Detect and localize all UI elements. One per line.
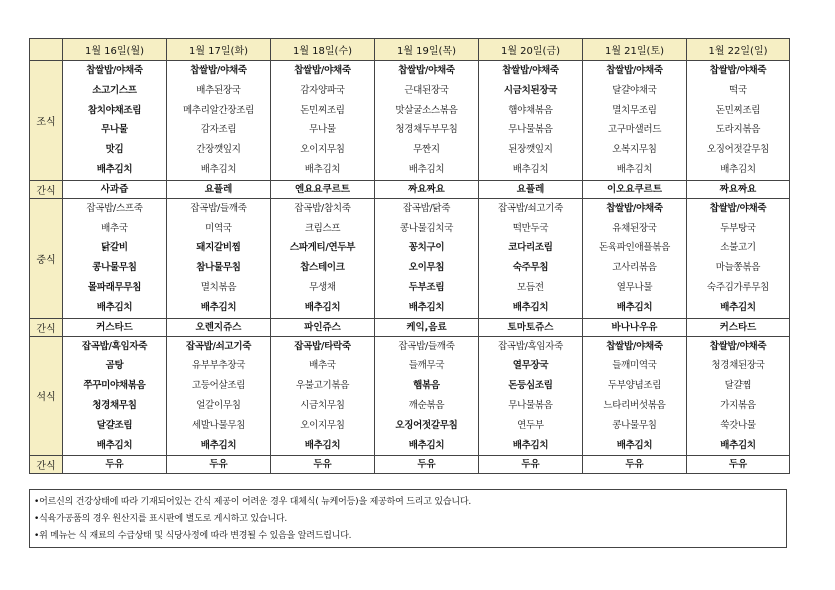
menu-item: 찹쌀밥/야채죽	[294, 65, 351, 76]
menu-item: 배추김치	[616, 163, 653, 175]
menu-item: 크림스프	[304, 222, 341, 234]
menu-item: 배추김치	[200, 301, 237, 313]
menu-item: 무나물	[309, 124, 336, 136]
menu-item: 멸치무조림	[612, 104, 657, 116]
snack-cell: 두유	[167, 456, 271, 474]
meal-label: 간식	[30, 318, 63, 336]
menu-item: 청경채두부무침	[395, 124, 458, 136]
menu-cell	[375, 61, 479, 181]
menu-item: 잡곡밥/스프죽	[86, 202, 143, 214]
snack-cell: 두유	[63, 456, 167, 474]
menu-item: 잡곡밥/들깨죽	[398, 340, 455, 352]
snack-row	[30, 318, 790, 336]
snack-cell: 커스타드	[63, 318, 167, 336]
menu-item: 찹쌀밥/야채죽	[709, 65, 767, 76]
menu-item: 배추김치	[720, 301, 756, 313]
menu-item: 잡곡밥/흑임자죽	[497, 340, 564, 352]
menu-cell	[479, 61, 583, 181]
menu-item: 마늘쫑볶음	[715, 262, 761, 274]
day-header: 1월 18일(수)	[271, 39, 375, 61]
menu-cell	[583, 198, 687, 318]
menu-item: 배추김치	[512, 163, 549, 175]
menu-cell	[167, 198, 271, 318]
menu-item: 고구마샐러드	[607, 124, 662, 136]
weekly-menu-table	[29, 38, 790, 474]
menu-item: 돈민찌조림	[300, 104, 345, 116]
menu-cell	[63, 336, 167, 456]
menu-cell	[687, 198, 790, 318]
menu-item: 오이무침	[408, 262, 445, 274]
menu-item: 숙주무침	[512, 262, 549, 274]
menu-item: 찹스테이크	[300, 262, 345, 274]
menu-item: 도라지볶음	[715, 124, 761, 136]
menu-item: 무나물	[101, 124, 128, 136]
snack-cell: 짜요짜요	[375, 180, 479, 198]
menu-item: 맛살굴소스볶음	[395, 104, 458, 116]
menu-item: 배추국	[309, 360, 336, 372]
snack-cell: 바나나우유	[583, 318, 687, 336]
menu-item: 떡국	[729, 84, 747, 96]
snack-cell: 커스타드	[687, 318, 790, 336]
menu-cell	[63, 61, 167, 181]
menu-item: 들깨미역국	[612, 360, 657, 372]
snack-cell: 두유	[687, 456, 790, 474]
menu-item: 콩나물무침	[612, 419, 657, 431]
menu-item: 돼지갈비찜	[196, 242, 241, 254]
menu-item: 잡곡밥/들깨죽	[190, 202, 247, 214]
menu-item: 깨순볶음	[408, 399, 445, 411]
menu-item: 모듬전	[517, 281, 544, 293]
meal-label: 조식	[30, 61, 63, 181]
menu-item: 배추김치	[96, 163, 133, 175]
menu-item: 배추김치	[200, 163, 237, 175]
menu-item: 오복지무침	[612, 144, 657, 156]
menu-item: 가지볶음	[720, 399, 756, 411]
menu-item: 찹쌀밥/야채죽	[709, 202, 767, 214]
menu-item: 배추된장국	[196, 84, 241, 96]
menu-item: 잡곡밥/닭죽	[402, 202, 451, 214]
menu-cell	[271, 61, 375, 181]
menu-item: 찹쌀밥/야채죽	[709, 340, 767, 352]
menu-cell	[63, 198, 167, 318]
menu-item: 배추김치	[304, 163, 341, 175]
menu-item: 맛김	[105, 144, 124, 156]
menu-item: 청경채무침	[92, 399, 137, 411]
menu-item: 잡곡밥/쇠고기죽	[185, 340, 252, 352]
menu-item: 미역국	[205, 222, 232, 234]
menu-item: 소고기스프	[92, 84, 137, 96]
menu-item: 참치야채조림	[87, 104, 142, 116]
menu-cell	[167, 61, 271, 181]
menu-item: 간장깻잎지	[196, 144, 241, 156]
menu-item: 쭈꾸미야채볶음	[83, 380, 146, 392]
menu-item: 배추김치	[512, 301, 549, 313]
menu-item: 오징어젓갈무침	[706, 144, 770, 156]
snack-cell: 요플레	[167, 180, 271, 198]
menu-item: 무나물볶음	[508, 124, 553, 136]
menu-item: 청경채된장국	[711, 360, 765, 372]
snack-cell: 엔요요쿠르트	[271, 180, 375, 198]
snack-row	[30, 180, 790, 198]
menu-item: 배추김치	[616, 439, 653, 451]
menu-item: 배추김치	[408, 439, 445, 451]
snack-cell: 오렌지쥬스	[167, 318, 271, 336]
menu-item: 코다리조림	[508, 242, 553, 254]
menu-item: 무나물볶음	[508, 399, 553, 411]
menu-item: 유채된장국	[612, 222, 657, 234]
menu-item: 잡곡밥/흑임자죽	[81, 340, 148, 352]
menu-cell	[687, 336, 790, 456]
menu-item: 오이지무침	[300, 419, 345, 431]
day-header: 1월 19일(목)	[375, 39, 479, 61]
menu-item: 무생채	[309, 281, 336, 293]
menu-item: 유부부추장국	[191, 360, 246, 372]
menu-item: 배추김치	[512, 439, 549, 451]
meal-label: 중식	[30, 198, 63, 318]
day-header: 1월 22일(일)	[687, 39, 790, 61]
menu-item: 햄야채볶음	[508, 104, 553, 116]
menu-item: 찹쌀밥/야채죽	[502, 65, 559, 76]
menu-cell	[271, 336, 375, 456]
menu-item: 소불고기	[720, 242, 756, 254]
meal-label: 간식	[30, 180, 63, 198]
menu-cell	[375, 198, 479, 318]
menu-item: 배추김치	[720, 439, 756, 451]
menu-item: 배추국	[101, 222, 128, 234]
menu-cell	[583, 61, 687, 181]
menu-item: 콩나물무침	[92, 262, 137, 274]
menu-item: 배추김치	[408, 301, 445, 313]
menu-item: 배추김치	[200, 439, 237, 451]
menu-item: 꽁치구이	[408, 242, 445, 254]
menu-item: 배추김치	[408, 163, 445, 175]
menu-cell	[271, 198, 375, 318]
menu-item: 몰파래무무침	[87, 281, 142, 293]
menu-item: 배추김치	[720, 163, 756, 175]
notice-line: •식육가공품의 경우 원산지를 표시판에 별도로 게시하고 있습니다.	[34, 514, 288, 524]
snack-row	[30, 456, 790, 474]
snack-cell: 파인쥬스	[271, 318, 375, 336]
menu-item: 배추김치	[304, 301, 341, 313]
meal-label: 석식	[30, 336, 63, 456]
notice-box	[29, 489, 787, 548]
menu-item: 오징어젓갈무침	[395, 419, 458, 431]
menu-item: 느타리버섯볶음	[603, 399, 666, 411]
menu-item: 얼갈이무침	[196, 399, 241, 411]
snack-cell: 토마토쥬스	[479, 318, 583, 336]
menu-item: 감자양파국	[300, 84, 345, 96]
menu-item: 두부탕국	[720, 222, 756, 234]
menu-item: 무짠지	[413, 144, 440, 156]
menu-item: 돈민찌조림	[715, 104, 761, 116]
menu-item: 달걀조림	[96, 419, 133, 431]
menu-item: 열무장국	[512, 360, 549, 372]
snack-cell: 케익,음료	[375, 318, 479, 336]
menu-cell	[479, 198, 583, 318]
day-header: 1월 21일(토)	[583, 39, 687, 61]
menu-item: 시금치된장국	[503, 84, 558, 96]
menu-item: 달걀찜	[724, 380, 752, 392]
menu-item: 감자조림	[200, 124, 237, 136]
menu-item: 배추김치	[96, 301, 133, 313]
snack-cell: 사과즙	[63, 180, 167, 198]
snack-cell: 짜요짜요	[687, 180, 790, 198]
lunch-row	[30, 198, 790, 318]
snack-cell: 요플레	[479, 180, 583, 198]
menu-item: 잡곡밥/타락죽	[294, 340, 351, 352]
menu-cell	[375, 336, 479, 456]
menu-cell	[687, 61, 790, 181]
menu-item: 떡만두국	[512, 222, 549, 234]
menu-item: 돈육파인애플볶음	[598, 242, 671, 254]
snack-cell: 두유	[375, 456, 479, 474]
menu-item: 배추김치	[304, 439, 341, 451]
menu-cell	[479, 336, 583, 456]
menu-item: 햄볶음	[413, 380, 440, 392]
menu-item: 메추리알간장조림	[182, 104, 255, 116]
menu-item: 달걀야채국	[612, 84, 657, 96]
menu-item: 찹쌀밥/야채죽	[190, 65, 247, 76]
menu-item: 찹쌀밥/야채죽	[86, 65, 143, 76]
menu-item: 들깨무국	[408, 360, 445, 372]
day-header-row	[30, 39, 790, 61]
menu-item: 참나물무침	[196, 262, 241, 274]
day-header: 1월 17일(화)	[167, 39, 271, 61]
header-corner	[30, 39, 63, 61]
menu-item: 닭갈비	[101, 242, 128, 254]
menu-item: 멸치볶음	[200, 281, 237, 293]
notice-line: •위 메뉴는 식 재료의 수급상태 및 식당사정에 따라 변경될 수 있음을 알려드립니다.	[34, 531, 352, 541]
menu-item: 고사리볶음	[612, 262, 657, 274]
menu-item: 시금치무침	[300, 399, 345, 411]
day-header: 1월 20일(금)	[479, 39, 583, 61]
menu-item: 된장깻잎지	[508, 144, 553, 156]
menu-item: 숙주김가루무침	[706, 281, 770, 293]
menu-item: 곰탕	[105, 360, 124, 372]
menu-cell	[167, 336, 271, 456]
menu-item: 세발나물무침	[191, 419, 246, 431]
menu-item: 찹쌀밥/야채죽	[606, 65, 663, 76]
menu-item: 열무나물	[616, 281, 653, 293]
menu-item: 고등어살조림	[191, 380, 246, 392]
menu-item: 오이지무침	[300, 144, 345, 156]
snack-cell: 두유	[479, 456, 583, 474]
menu-item: 찹쌀밥/야채죽	[398, 65, 455, 76]
notice-line: •어르신의 건강상태에 따라 기재되어있는 간식 제공이 어려운 경우 대체식( 뉴케어등)을 제공하여 드리고 있습니다.	[34, 497, 472, 507]
dinner-row	[30, 336, 790, 456]
menu-item: 잡곡밥/쇠고기죽	[497, 202, 564, 214]
menu-item: 두부조림	[408, 281, 445, 293]
menu-item: 근대된장국	[404, 84, 449, 96]
menu-item: 우불고기볶음	[295, 380, 350, 392]
menu-item: 스파게티/연두부	[289, 242, 356, 254]
menu-item: 찹쌀밥/야채죽	[606, 202, 663, 214]
menu-item: 돈등심조림	[508, 380, 553, 392]
menu-cell	[583, 336, 687, 456]
menu-item: 콩나물김치국	[399, 222, 454, 234]
menu-item: 쑥갓나물	[720, 419, 756, 431]
menu-item: 연두부	[517, 419, 544, 431]
snack-cell: 이오요쿠르트	[583, 180, 687, 198]
day-header: 1월 16일(월)	[63, 39, 167, 61]
meal-label: 간식	[30, 456, 63, 474]
menu-item: 두부양념조림	[607, 380, 662, 392]
snack-cell: 두유	[271, 456, 375, 474]
menu-item: 잡곡밥/참치죽	[294, 202, 351, 214]
menu-item: 찹쌀밥/야채죽	[606, 340, 663, 352]
menu-item: 배추김치	[96, 439, 133, 451]
breakfast-row	[30, 61, 790, 181]
snack-cell: 두유	[583, 456, 687, 474]
menu-item: 배추김치	[616, 301, 653, 313]
